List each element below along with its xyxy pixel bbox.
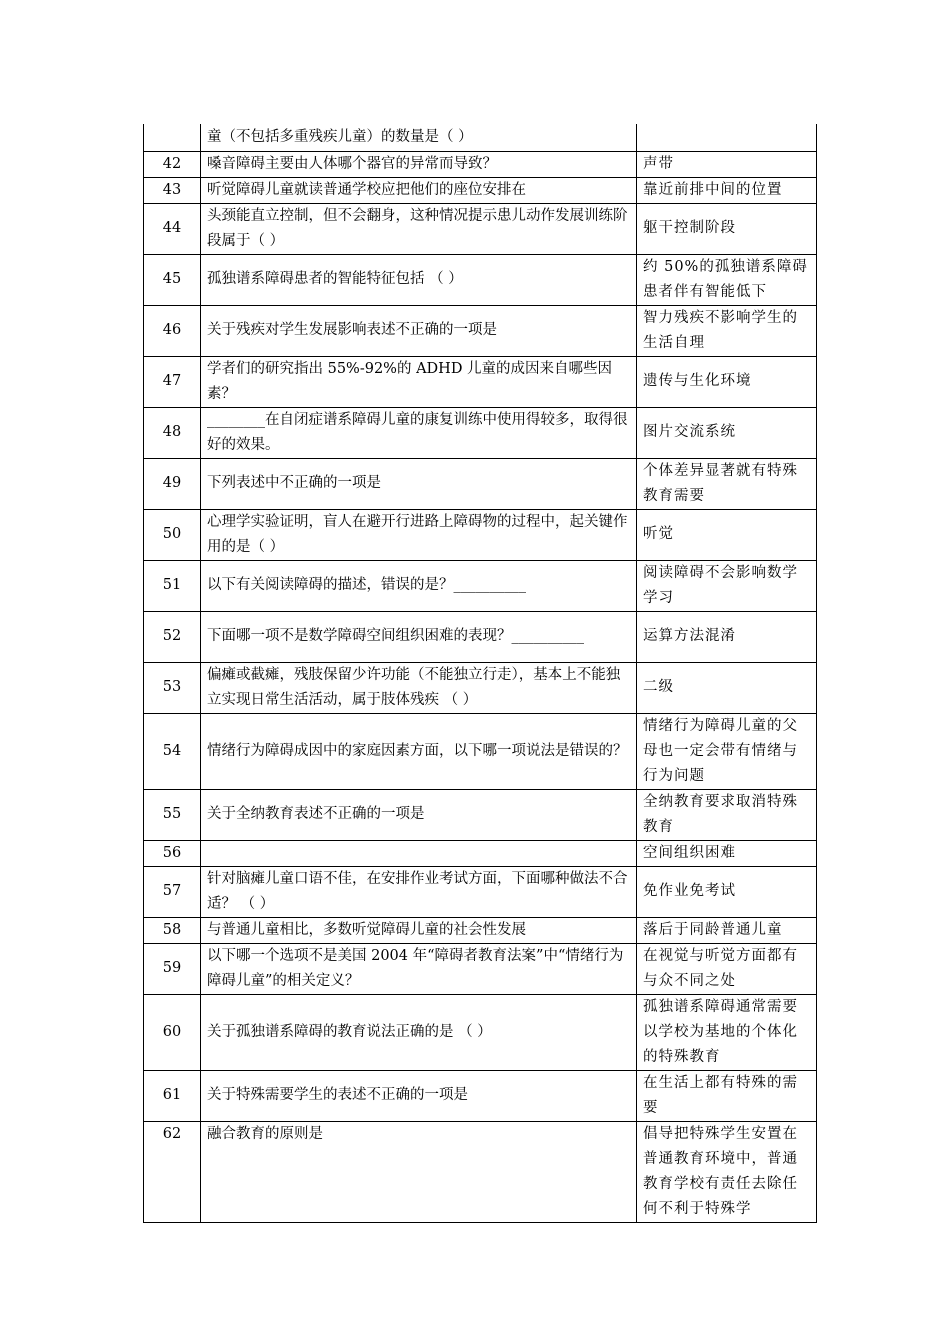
answer-text: 运算方法混淆 <box>637 611 817 662</box>
answer-text: 孤独谱系障碍通常需要以学校为基地的个体化的特殊教育 <box>637 994 817 1070</box>
table-row <box>144 305 817 356</box>
row-number: 60 <box>144 994 201 1070</box>
question-text: 下列表述中不正确的一项是 <box>201 458 637 509</box>
row-number: 55 <box>144 789 201 840</box>
row-number: 52 <box>144 611 201 662</box>
answer-text: 全纳教育要求取消特殊教育 <box>637 789 817 840</box>
question-text: 以下哪一个选项不是美国 2004 年“障碍者教育法案”中“情绪行为障碍儿童”的相关定义？ <box>201 943 637 994</box>
row-number: 57 <box>144 866 201 917</box>
answer-text: 听觉 <box>637 509 817 560</box>
answer-text: 情绪行为障碍儿童的父母也一定会带有情绪与行为问题 <box>637 713 817 789</box>
answer-text: 遗传与生化环境 <box>637 356 817 407</box>
answer-text: 智力残疾不影响学生的生活自理 <box>637 305 817 356</box>
answer-text: 阅读障碍不会影响数学学习 <box>637 560 817 611</box>
table-row <box>144 866 817 917</box>
row-number: 44 <box>144 203 201 254</box>
row-number: 53 <box>144 662 201 713</box>
table-row <box>144 560 817 611</box>
answer-text: 在视觉与听觉方面都有与众不同之处 <box>637 943 817 994</box>
question-text: 偏瘫或截瘫，残肢保留少许功能（不能独立行走），基本上不能独立实现日常生活活动，属于肢体残疾 （ ） <box>201 662 637 713</box>
table-row <box>144 943 817 994</box>
row-number: 42 <box>144 151 201 177</box>
row-number: 54 <box>144 713 201 789</box>
row-number: 58 <box>144 917 201 943</box>
answer-text: 落后于同龄普通儿童 <box>637 917 817 943</box>
answer-text: 倡导把特殊学生安置在普通教育环境中，普通教育学校有责任去除任何不利于特殊学 <box>637 1121 817 1222</box>
question-text: 学者们的研究指出 55%-92%的 ADHD 儿童的成因来自哪些因素？ <box>201 356 637 407</box>
row-number: 47 <box>144 356 201 407</box>
answer-text <box>637 124 817 151</box>
table-row <box>144 789 817 840</box>
answer-text: 图片交流系统 <box>637 407 817 458</box>
table-row <box>144 203 817 254</box>
question-text: 头颈能直立控制，但不会翻身，这种情况提示患儿动作发展训练阶段属于（ ） <box>201 203 637 254</box>
table-row <box>144 407 817 458</box>
row-number: 49 <box>144 458 201 509</box>
answer-text: 约 50%的孤独谱系障碍患者伴有智能低下 <box>637 254 817 305</box>
question-text: 针对脑瘫儿童口语不佳，在安排作业考试方面，下面哪种做法不合适？ （ ） <box>201 866 637 917</box>
row-number: 43 <box>144 177 201 203</box>
table-row <box>144 713 817 789</box>
table-row <box>144 611 817 662</box>
table-row <box>144 1121 817 1222</box>
question-text: 心理学实验证明，盲人在避开行进路上障碍物的过程中，起关键作用的是（ ） <box>201 509 637 560</box>
table-row <box>144 151 817 177</box>
table-row <box>144 124 817 151</box>
question-text: 关于孤独谱系障碍的教育说法正确的是 （ ） <box>201 994 637 1070</box>
answer-text: 声带 <box>637 151 817 177</box>
question-text: 关于残疾对学生发展影响表述不正确的一项是 <box>201 305 637 356</box>
table-row <box>144 917 817 943</box>
row-number: 48 <box>144 407 201 458</box>
question-text: ________在自闭症谱系障碍儿童的康复训练中使用得较多，取得很好的效果。 <box>201 407 637 458</box>
table-row <box>144 509 817 560</box>
table-row <box>144 177 817 203</box>
answer-text: 免作业免考试 <box>637 866 817 917</box>
table-row <box>144 458 817 509</box>
row-number: 50 <box>144 509 201 560</box>
row-number: 45 <box>144 254 201 305</box>
row-number: 51 <box>144 560 201 611</box>
answer-text: 个体差异显著就有特殊教育需要 <box>637 458 817 509</box>
answer-text: 空间组织困难 <box>637 840 817 866</box>
question-text: 孤独谱系障碍患者的智能特征包括 （ ） <box>201 254 637 305</box>
row-number <box>144 124 201 151</box>
table-row <box>144 840 817 866</box>
question-text: 融合教育的原则是 <box>201 1121 637 1222</box>
question-text: 下面哪一项不是数学障碍空间组织困难的表现？__________ <box>201 611 637 662</box>
question-text: 关于全纳教育表述不正确的一项是 <box>201 789 637 840</box>
row-number: 59 <box>144 943 201 994</box>
row-number: 56 <box>144 840 201 866</box>
table-row <box>144 994 817 1070</box>
table-body <box>144 124 817 1222</box>
row-number: 62 <box>144 1121 201 1222</box>
table-row <box>144 662 817 713</box>
answer-text: 在生活上都有特殊的需要 <box>637 1070 817 1121</box>
question-text: 以下有关阅读障碍的描述，错误的是？__________ <box>201 560 637 611</box>
table-row <box>144 1070 817 1121</box>
question-text <box>201 840 637 866</box>
answer-text: 二级 <box>637 662 817 713</box>
table-row <box>144 356 817 407</box>
answer-text: 靠近前排中间的位置 <box>637 177 817 203</box>
answer-text: 躯干控制阶段 <box>637 203 817 254</box>
row-number: 61 <box>144 1070 201 1121</box>
table-row <box>144 254 817 305</box>
row-number: 46 <box>144 305 201 356</box>
question-text: 童（不包括多重残疾儿童）的数量是（ ） <box>201 124 637 151</box>
question-text: 与普通儿童相比，多数听觉障碍儿童的社会性发展 <box>201 917 637 943</box>
question-text: 关于特殊需要学生的表述不正确的一项是 <box>201 1070 637 1121</box>
question-text: 听觉障碍儿童就读普通学校应把他们的座位安排在 <box>201 177 637 203</box>
question-text: 情绪行为障碍成因中的家庭因素方面，以下哪一项说法是错误的？ <box>201 713 637 789</box>
question-answer-table <box>143 124 817 1223</box>
question-text: 嗓音障碍主要由人体哪个器官的异常而导致？ <box>201 151 637 177</box>
